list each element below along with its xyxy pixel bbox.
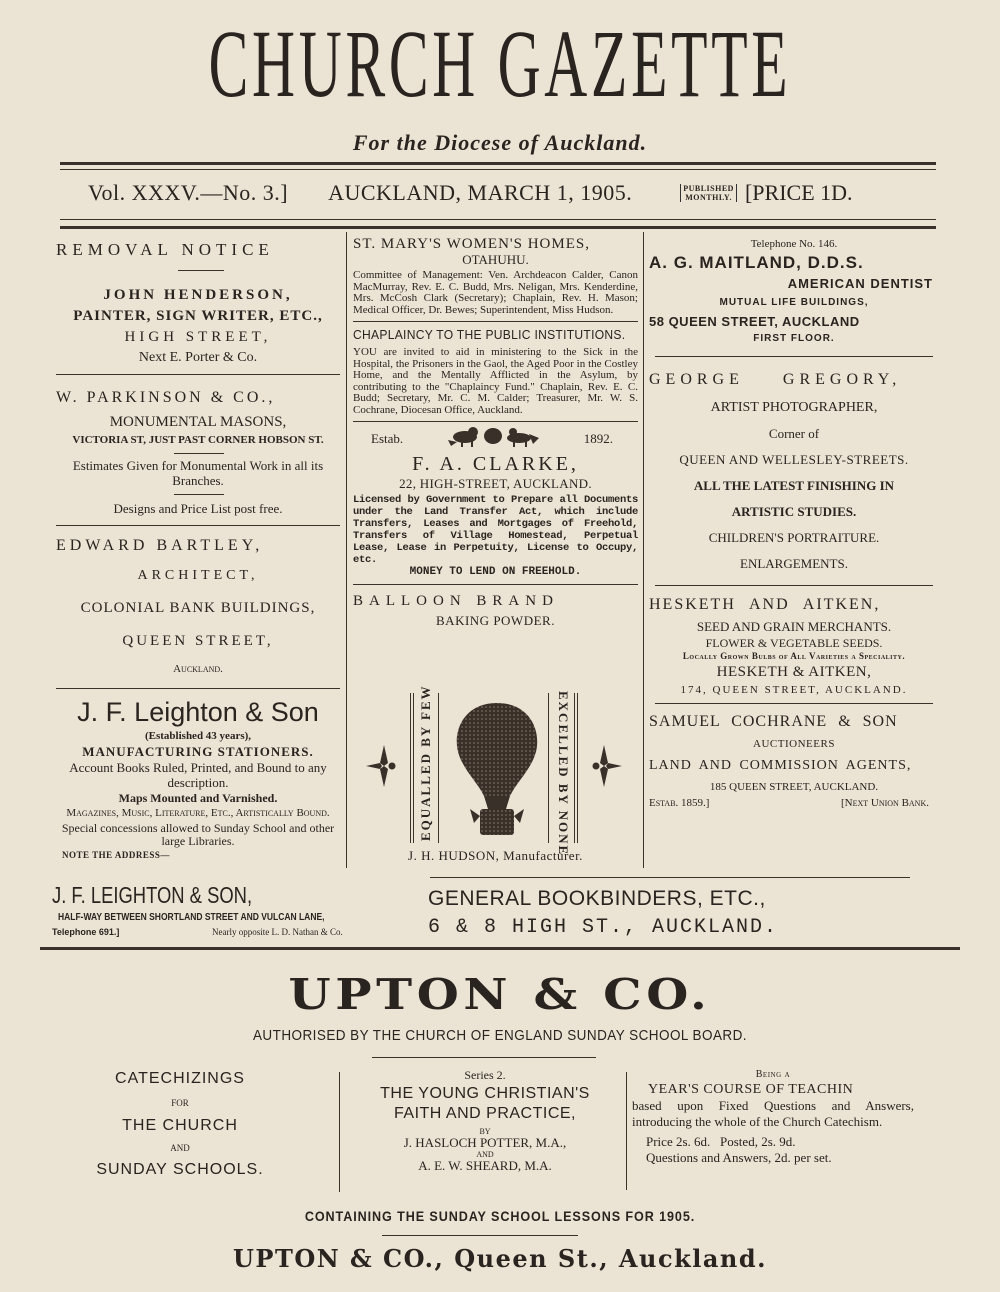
st-marys-ad: ST. MARY'S WOMEN'S HOMES, OTAHUHU. Committee of Management: Ven. Archdeacon Calder, Canon MacMurray, Rev. E. C. Budd, Mrs. Neligan, Mrs. Kenderdine, Mrs. McCosh Clark (Secretary); Chaplain, Rev. H. Mason; Medical Officer, Dr. Bewes; Superintendent, Miss Hudson. — [353, 236, 638, 316]
masthead-title: CHURCH GAZETTE — [208, 10, 792, 117]
leighton-heading: J. F. Leighton & Son — [77, 697, 319, 727]
column-divider-2 — [643, 232, 644, 868]
removal-notice-heading: REMOVAL NOTICE — [56, 240, 274, 259]
clarke-heading: F. A. CLARKE, — [412, 453, 579, 475]
parkinson-ad: W. PARKINSON & CO., MONUMENTAL MASONS, VICTORIA ST, JUST PAST CORNER HOBSON ST. Estimates Given for Monumental Work in all its Branches. Designs and Price List post free. — [56, 383, 340, 517]
maitland-heading: A. G. MAITLAND, D.D.S. — [649, 253, 864, 272]
excelled-by-none-text: EXCELLED BY NONE — [556, 691, 571, 857]
volume-number: Vol. XXXV.—No. 3.] — [88, 180, 289, 205]
upton-years-course: Being a YEAR'S COURSE OF TEACHIN based upon Fixed Questions and Answers, introducing the whole of the Church Catechism. Price 2s. 6d. Posted, 2s. 9d. Questions and Answers, 2d. per set. — [632, 1069, 914, 1165]
left-column — [56, 236, 340, 862]
leighton-bookbinders-banner: J. F. LEIGHTON & SON, HALF-WAY BETWEEN SHORTLAND STREET AND VULCAN LANE, Telephone 691.] Nearly opposite L. D. Nathan & Co. GENERAL BOOKBINDERS, ETC., 6 & 8 HIGH ST., AUCKLAND. — [52, 882, 779, 939]
upton-heading: UPTON & CO. — [288, 970, 712, 1019]
balloon-heading: BALLOON BRAND — [353, 593, 559, 609]
parkinson-heading: W. PARKINSON & CO., — [56, 389, 276, 406]
equalled-by-few-text: EQUALLED BY FEW — [418, 684, 433, 841]
gregory-heading: GEORGE GREGORY, — [649, 371, 902, 388]
masthead-rule-top-thin — [60, 169, 936, 170]
issue-rule-thin — [60, 219, 936, 220]
dateline: AUCKLAND, MARCH 1, 1905. — [328, 180, 633, 205]
masthead-rule-top — [60, 162, 936, 165]
cochrane-heading: SAMUEL COCHRANE & SON — [649, 713, 898, 730]
price: [PRICE 1D. — [744, 180, 853, 205]
removal-notice-ad: REMOVAL NOTICE JOHN HENDERSON, PAINTER, SIGN WRITER, ETC., HIGH STREET, Next E. Porter & Co. — [56, 236, 340, 368]
hesketh-heading: HESKETH AND AITKEN, — [649, 596, 881, 613]
chaplaincy-ad: CHAPLAINCY TO THE PUBLIC INSTITUTIONS. YOU are invited to aid in ministering to the Sick in the Hospital, the Prisoners in the Gaol, the Aged Poor in the Costley Home, and the Mentally Afflicted in the Asylum, by contributing to the "Chaplaincy Fund." Chaplain, Rev. E. C. Budd; Secretary, Mr. C. M. Calder; Treasurer, Mr. W. S. Cochrane, Diocesan Office, Auckland. — [353, 327, 638, 416]
balloon-maker: J. H. HUDSON, Manufacturer. — [408, 848, 583, 863]
issue-line — [88, 180, 928, 206]
fleuron-left-icon — [366, 745, 402, 792]
balloon-brand-ad: BALLOON BRAND BAKING POWDER. — [353, 589, 638, 629]
fleuron-right-icon — [586, 745, 622, 792]
hesketh-ad: HESKETH AND AITKEN, SEED AND GRAIN MERCHANTS. FLOWER & VEGETABLE SEEDS. Locally Grown Bulbs of All Varieties a Speciality. HESKETH & AITKEN, 174, QUEEN STREET, AUCKLAND. — [649, 592, 939, 697]
column-divider-1 — [346, 232, 347, 868]
published-monthly: PUBLISHED MONTHLY. — [680, 184, 737, 202]
bartley-heading: EDWARD BARTLEY, — [56, 537, 264, 554]
upton-authorised: AUTHORISED BY THE CHURCH OF ENGLAND SUNDAY SCHOOL BOARD. — [252, 1027, 748, 1044]
right-column — [649, 236, 939, 810]
masthead-subtitle: For the Diocese of Auckland. — [352, 130, 648, 155]
bartley-ad: EDWARD BARTLEY, ARCHITECT, COLONIAL BANK BUILDINGS, QUEEN STREET, Auckland. — [56, 532, 340, 680]
upton-catechizings: CATECHIZINGS FOR THE CHURCH AND SUNDAY SCHOOLS. — [96, 1070, 264, 1178]
maitland-ad: Telephone No. 146. A. G. MAITLAND, D.D.S. AMERICAN DENTIST MUTUAL LIFE BUILDINGS, 58 QUEEN STREET, AUCKLAND FIRST FLOOR. — [649, 236, 939, 346]
chaplaincy-heading: CHAPLAINCY TO THE PUBLIC INSTITUTIONS. — [353, 327, 626, 342]
clarke-ad: Estab. 1892. F. A. CLARKE, 22, HIGH-STREET, AUCKLAND. Licensed by Government to Prepare all Documents under the Land Transfer Act, which include Transfers, Leases and Mortgages of Freehold, Transfers of Village Homestead, Perpetual Lease, Lease in Perpetuity, License to Occupy, etc. MONEY TO LEND ON FREEHOLD. — [353, 426, 638, 579]
issue-rule-thick — [60, 226, 936, 229]
lion-crest-icon — [443, 426, 543, 452]
leighton-ad: J. F. Leighton & Son (Established 43 years), MANUFACTURING STATIONERS. Account Books Ruled, Printed, and Bound to any description. Maps Mounted and Varnished. Magazines, Music, Literature, Etc., Artistically Bound. Special concessions allowed to Sunday School and other large Libraries. NOTE THE ADDRESS— — [56, 695, 340, 862]
upton-young-christian: Series 2. THE YOUNG CHRISTIAN'S FAITH AND PRACTICE, BY J. HASLOCH POTTER, M.A., AND A. E. W. SHEARD, M.A. — [380, 1068, 590, 1173]
gregory-ad: GEORGE GREGORY, ARTIST PHOTOGRAPHER, Corner of QUEEN AND WELLESLEY-STREETS. ALL THE LATEST FINISHING IN ARTISTIC STUDIES. CHILDREN'S PORTRAITURE. ENLARGEMENTS. — [649, 365, 939, 577]
middle-column — [353, 236, 638, 629]
cochrane-ad: SAMUEL COCHRANE & SON AUCTIONEERS LAND AND COMMISSION AGENTS, 185 QUEEN STREET, AUCKLAND. Estab. 1859.] [Next Union Bank. — [649, 710, 939, 810]
st-marys-heading: ST. MARY'S WOMEN'S HOMES, — [353, 236, 590, 252]
hot-air-balloon-icon — [452, 701, 542, 846]
upton-containing: CONTAINING THE SUNDAY SCHOOL LESSONS FOR 1905. — [304, 1208, 696, 1224]
upton-footer: UPTON & CO., Queen St., Auckland. — [233, 1244, 767, 1273]
